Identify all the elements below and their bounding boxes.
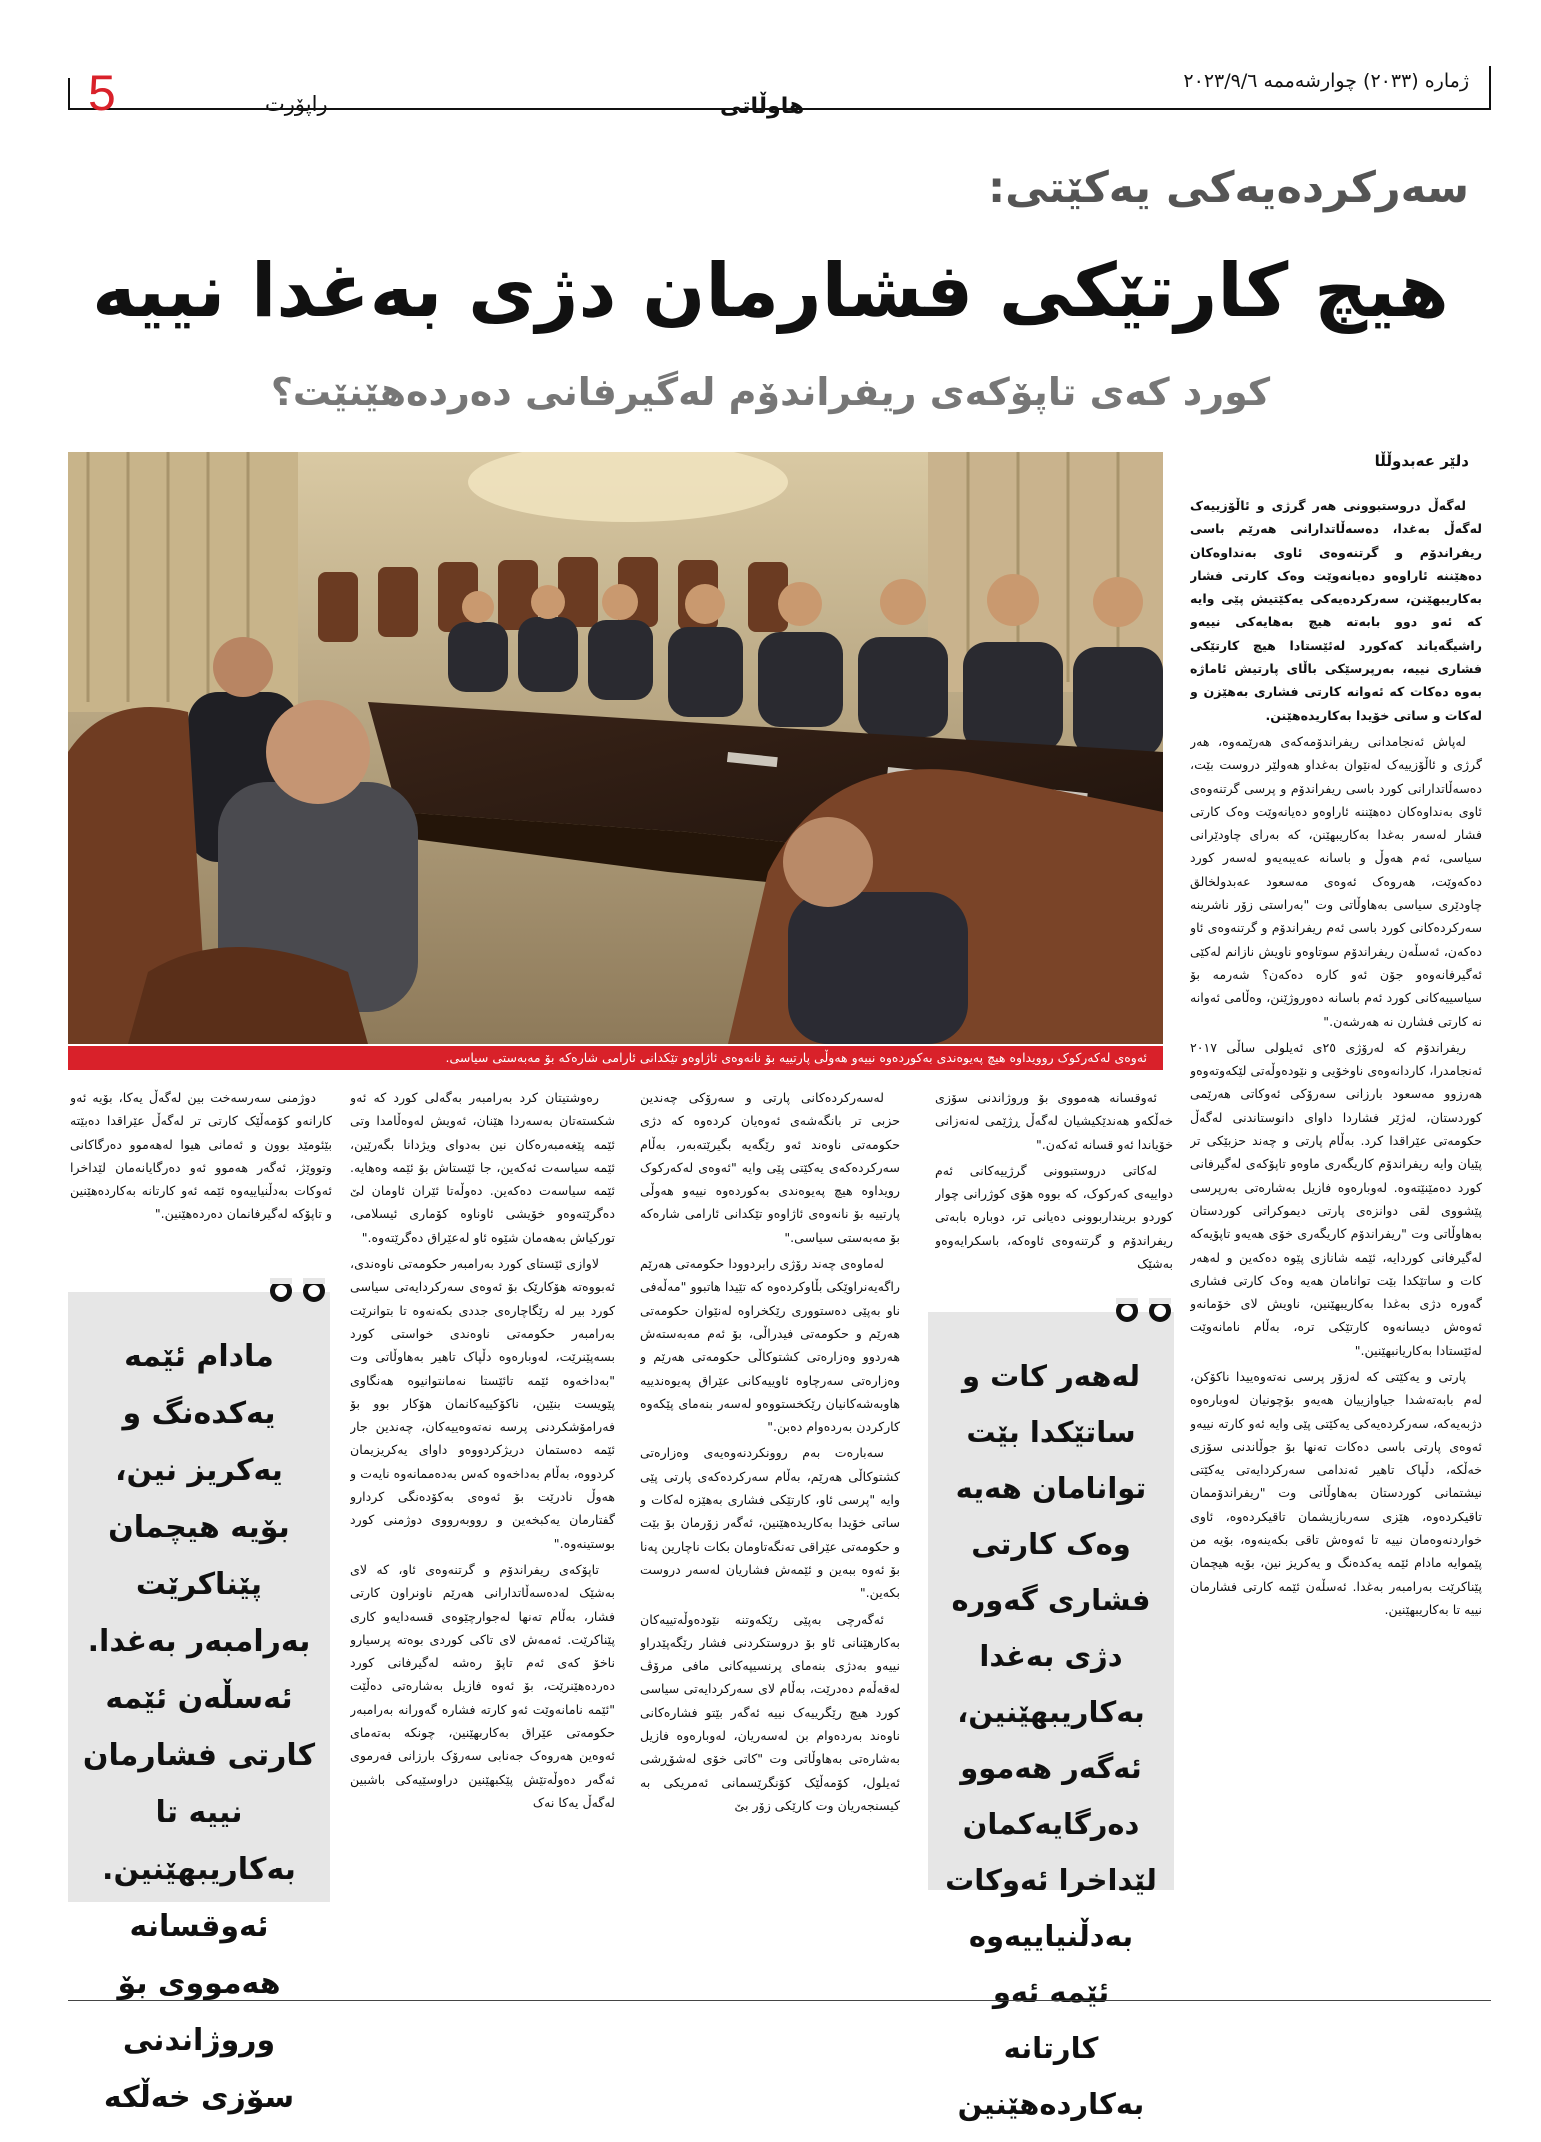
quote-mark-icon (266, 1278, 336, 1304)
body-paragraph: تاپۆکەی ریفراندۆم و گرتنەوەی ئاو، کە لای بەشێک لەدەسەڵاتدارانی هەرێم ناونراون کارتی فشار، بەڵام تەنها لەجوارچێوەی قسەدایەو کاری پێناکرێت. ئەمەش لای تاکی کوردی بوەتە پرسیارو ناخۆ کەی ئەم تاپۆ رەشە لەگیرفانی کورد دەردەهێنرێت، بۆ ئەوە فازیل بەشارەتی دەڵێت "ئێمە نامانەوێت ئەو کارتە فشارە گەورانە بەرامبەر حکومەتی عێراق بەکاربهێنین، چونکە بەتەمای ئەوەین هەروەک جەنابی سەرۆک بارزانی فەرموی ئەگەر دەوڵەتێش پێکبهێنین دراوسێیەکی باشبین لەگەڵ یەکا نەک (350, 1561, 615, 1810)
body-paragraph: سەبارەت بەم روونکردنەوەیەی وەزارەتی کشتوکاڵی هەرێم، بەڵام سەرکردەکەی پارتی پێی وایە "پرسی ئاو، کارتێکی فشاری بەهێزە لەکات و ساتی خۆیدا بەکاریدەهێنین، ئەگەر زۆرمان بۆ بێت و حکومەتی عێراقی تەنگەتاومان بکات ناچارین پەنا بۆ ئەوە ببەین و ئێمەش فشاریان لەسەر دروست بکەین." (640, 1445, 900, 1601)
header-rule-left (68, 78, 70, 110)
body-paragraph: لەکاتی دروستبوونی گرژییەکانی ئەم دواییەی کەرکوک، کە بووە هۆی کوژرانی چوار کوردو برینداربوونی دەیانی تر، دوبارە بابەتی ریفراندۆم و گرتنەوەی ئاوەکە، باسکرایەوەو بەشێک (935, 1162, 1173, 1272)
meeting-photo (68, 452, 1163, 1044)
body-paragraph: ئەگەرچی بەپێی رێکەوتنە نێودەوڵەتییەکان بەکارهێنانی ئاو بۆ دروستکردنی فشار رێگەپێدراو نییەو بەدژی بنەمای پرنسیپەکانی مافی مرۆڤ لەقەڵەم دەدرێت، بەڵام لای سەرکردایەتی سیاسی کورد هیچ رێگرییەک نییە ئەگەر بێتو فشارەکانی ناوەند بەردەوام بن لەسەریان، لەوبارەوە فازیل بەشارەتی بەهاوڵاتی وت "کاتی خۆی لەشۆڕشی ئەیلول، کۆمەڵێک کۆنگرێسمانی ئەمریکی بە کیسنجەریان وت کارێکی زۆر بێ (640, 1611, 900, 1813)
article-column-4 (350, 1086, 615, 1991)
photo-caption: ئەوەی لەکەرکوک روویداوە هیچ پەیوەندی بەکوردەوە نییەو هەوڵی پارتییە بۆ نانەوەی ئاژاوەو تێکدانی ئارامی شارەکە بۆ مەبەستی سیاسی. (68, 1046, 1163, 1070)
section-label: راپۆرت (265, 92, 328, 116)
body-paragraph: دوژمنی سەرسەخت بین لەگەڵ یەکا، بۆیە ئەو کارانەو کۆمەڵێک کارتی تر لەگەڵ عێراقدا دەبێتە بێئومێد بوون و ئەمانی هیوا لەهەموو دەرگاکانی وتووێژ، ئەگەر هەموو ئەو دەرگایانەمان لێداخرا ئەوکات بەدڵنیاییەوە ئێمە ئەو کارتانە بەکاردەهێنین و تاپۆکە لەگیرفانمان دەردەهێنین." (70, 1090, 332, 1222)
article-column-1 (1190, 494, 1482, 1994)
body-paragraph: ئەوقسانە هەمووی بۆ وروژاندنی سۆزی خەڵکەو هەندێکیشیان لەگەڵ ڕژێمی لەنەزانی خۆیاندا ئەو قسانە ئەکەن." (935, 1090, 1173, 1152)
pull-quote-right (928, 1312, 1174, 2121)
issue-date: ژمارە (٢٠٣٣) چوارشەممە ٢٠٢٣/٩/٦ (1183, 70, 1469, 92)
byline: دلێر عەبدوڵڵا (1374, 452, 1469, 470)
body-paragraph: ریفراندۆم کە لەرۆژی ٢٥ی ئەیلولی ساڵی ٢٠١٧ ئەنجامدرا، کاردانەوەی ناوخۆیی و نێودەوڵەتی لێکەوتەوەو هەرزوو مەسعود بارزانی سەرۆکی ئەوکاتی هەرێمی کوردستان، لەژێر فشاردا داوای دانوستاندنی لەگەڵ حکومەتی عێراقدا کرد. بەڵام پارتی و چەند حزبێکی تر پێیان وایە ریفراندۆم کاریگەری ماوەو تاپۆکەی لەگیرفانی کورد دەمێنێتەوە. لەوبارەوە فازیل بەشارەتی بەرپرسی پێشووی لقی دوانزەی پارتی دیموکراتی کوردستان بەهاوڵاتی وت "ریفراندۆم کاریگەری خۆی هەیەو تاپۆیەکە لەگیرفانی کوردایە، ئێمە شانازی پێوە دەکەین و لەهەر کات و ساتێکدا بێت توانامان هەیە وەک کارتی فشاری گەورە دژی بەغدا بەکاریبهێنین، ناویش لای خۆمانەو ئەوەش دیسانەوە کارتێکی ترە، بەڵام نامانەوێت لەئێستادا بەکاریانبهێنین." (1190, 1039, 1482, 1358)
article-column-5 (70, 1086, 332, 1271)
pull-quote-text: لەهەر کات و ساتێکدا بێت توانامان هەیە وەک کارتی فشاری گەورە دژی بەغدا بەکاریبهێنین، ئەگەر هەموو دەرگایەکمان لێداخرا ئەوکات بەدڵنیاییەوە ئێمە ئەو کارتانە بەکاردەهێنین (945, 1359, 1157, 2121)
article-kicker: سەرکردەیەکی یەکێتی: (987, 163, 1469, 213)
newspaper-logo: هاوڵاتی (720, 94, 805, 119)
pull-quote-left (68, 1292, 330, 2115)
quote-mark-icon (1112, 1298, 1182, 1324)
page-number: 5 (88, 65, 116, 121)
body-paragraph: لەسەرکردەکانی پارتی و سەرۆکی چەندین حزبی تر بانگەشەی ئەوەیان کردەوە کە دژی حکومەتی ناوەند ئەو رێگەیە بگیرێتەبەر، بەڵام سەرکردەکەی یەکێتی پێی وایە "ئەوەی لەکەرکوک رویداوە هیچ پەیوەندی بەکوردەوە نییەو هەوڵی پارتییە بۆ نانەوەی ئاژاوەو تێکدانی ئارامی شارەکە بۆ مەبەستی سیاسی." (640, 1090, 900, 1245)
article-column-3 (640, 1086, 900, 1991)
body-paragraph: لەپاش ئەنجامدانی ریفراندۆمەکەی هەرێمەوە، هەر گرژی و ئاڵۆزییەک لەنێوان بەغداو هەولێر دروست بێت، دەسەڵاتدارانی کورد باسی ریفراندۆم و پرسی گرتنەوەی ئاوی بەنداوەکان دەهێننە ئاراوەو دەیانەوێت وەک کارتی فشار لەسەر بەغدا بەکاریبهێنن، کە بەرای چاودێرانی سیاسی، ئەم هەوڵ و باسانە عەیبەیەو لەسەر کورد دەکەوێت، هەروەک ئەوەی مەسعود عەبدولخالق چاودێری سیاسی بەهاوڵاتی وت "بەراستی زۆر ناشرینە سەرکردەکانی کورد باسی ئەم ریفراندۆم و گرتنەوەی ئاو دەکەن، ئەسڵەن ریفراندۆم سوتاوەو ناویش نازانم لەکێی ئەگیرفانەوەو جۆن ئەو کارە دەکەن؟ شەرمە بۆ سیاسییەکانی کورد ئەم باسانە دەوروژێنن، وەڵامی ئەوانە نە کارتی فشارن نە هەرشەن." (1190, 733, 1482, 1029)
article-subhead: کورد کەی تاپۆکەی ریفراندۆم لەگیرفانی دەردەهێنێت؟ (270, 370, 1271, 414)
body-paragraph: رەوشتیتان کرد بەرامبەر بەگەلی کورد کە ئەو شکستەتان بەسەردا هێنان، ئەویش لەوەڵامدا وتی ئێمە پێغەمبەرەکان نین بەدوای ویژدانا بگەرێین، ئێمە سیاسەت ئەکەین، جا ئێستاش بۆ ئێمە وەهایە. ئێمە سیاسەت دەکەین. دەوڵەتا ئێران ئاومان لێ دەگرێتەوەو خۆیشی ئاوناوە کۆماری ئیسلامی، تورکیاش بەهەمان شێوە ئاو لەعێراق دەگرێتەوە." (350, 1090, 615, 1245)
body-paragraph: لاوازی ئێستای کورد بەرامبەر حکومەتی ناوەندی، ئەبووەتە هۆکارێک بۆ ئەوەی سەرکردایەتی سیاسی کورد بیر لە رێگاچارەی جددی بکەنەوە تا بتوانرێت بەرامبەر حکومەتی ناوەندی خواستی کورد بسەپێنرێت، لەوبارەوە دڵپاک تاهیر بەهاوڵاتی وت "بەداخەوە ئێمە تائێستا نەمانتوانیوە هەنگاوی پێویست بنێین، ناکۆکییەکانمان هۆکار بوو بۆ فەرامۆشکردنی پرسە نەتەوەییەکان، چەندین جار ئێمە دەستمان دریژکردووەو داوای یەکریزیمان کردووە، بەڵام بەداخەوە کەس بەدەممانەوە نایەت و هەوڵ نادرێت بۆ ئەوەی بەکۆدەنگی کردارو گفتارمان یەکبخەین و رووبەرووی دوژمنی کورد بوستینەوە." (350, 1256, 615, 1551)
pull-quote-text: مادام ئێمە یەکدەنگ و یەکریز نین، بۆیە هیچمان پێناکرێت بەرامبەر بەغدا. ئەسڵەن ئێمە کارتی فشارمان نییە تا بەکاریبهێنین. ئەوقسانە هەمووی بۆ وروژاندنی سۆزی خەڵکە (82, 1339, 316, 2115)
bottom-rule (68, 2000, 1491, 2001)
lead-paragraph: لەگەڵ دروستبوونی هەر گرژی و ئاڵۆزییەک لەگەڵ بەغدا، دەسەڵاتدارانی هەرێم باسی ریفراندۆم و گرتنەوەی ئاوی بەنداوەکان دەهێننە ئاراوەو دەیانەوێت وەک کارتی فشار بەکاریبهێنن، سەرکردەیەکی یەکێتیش پێی وایە کە ئەو دوو بابەتە هیچ بەهایەکی نییەو راشیگەیاند کەکورد لەئێستادا هیچ کارتێکی فشاری نییە، بەرپرسێکی باڵای پارتیش ئاماژە بەوە دەکات کە ئەوانە کارتی فشاری بەهێزن و لەکات و ساتی خۆیدا بەکاریدەهێنن. (1190, 498, 1482, 723)
body-paragraph: لەماوەی چەند رۆژی رابردوودا حکومەتی هەرێم راگەیەنراوێکی بڵاوکردەوە کە تێیدا هاتبوو "مەڵەفی ناو بەپێی دەستووری رێکخراوە لەنێوان حکومەتی هەرێم و حکومەتی فیدراڵی، بۆ ئەم مەبەستەش هەردوو وەزارەتی کشتوکاڵی حکومەتی هەرێم و وەزارەتی سەرچاوە ئاوییەکانی عێراق پەیوەندییە هاوبەشەکانیان رێکخستووەو لەسەر بنەمای پێکەوە کارکردن بەردەوام دەبن." (640, 1256, 900, 1435)
header-rule-right (1489, 66, 1491, 110)
article-headline: هیچ کارتێکی فشارمان دژی بەغدا نییە (92, 248, 1449, 334)
body-paragraph: پارتی و یەکێتی کە لەزۆر پرسی نەتەوەییدا ناکۆکن، لەم بابەتەشدا جیاوازییان هەیەو بۆچونیان لەوبارەوە دژبەیەکە، سەرکردەیەکی یەکێتی پێی وایە ئەو کارتە نییەو ئەوەی پارتی باسی دەکات تەنها بۆ جوڵاندنی سۆزی خەڵکە، دڵپاک تاهیر ئەندامی سەرکردایەتی یەکێتی نیشتمانی کوردستان بەهاوڵاتی وت "ریفراندۆممان تاقیکردەوە، هێزی سەربازیشمان تاقیکردەوە، ئاوی خواردنەوەمان نییە تا ئەوەش تاقی بکەینەوە، بۆیە من پێموایە مادام ئێمە یەکدەنگ و یەکریز نین، بۆیە هیچمان پێناکرێت بەرامبەر بەغدا. ئەسڵەن ئێمە کارتی فشارمان نییە تا بەکاریبهێنین. (1190, 1368, 1482, 1617)
